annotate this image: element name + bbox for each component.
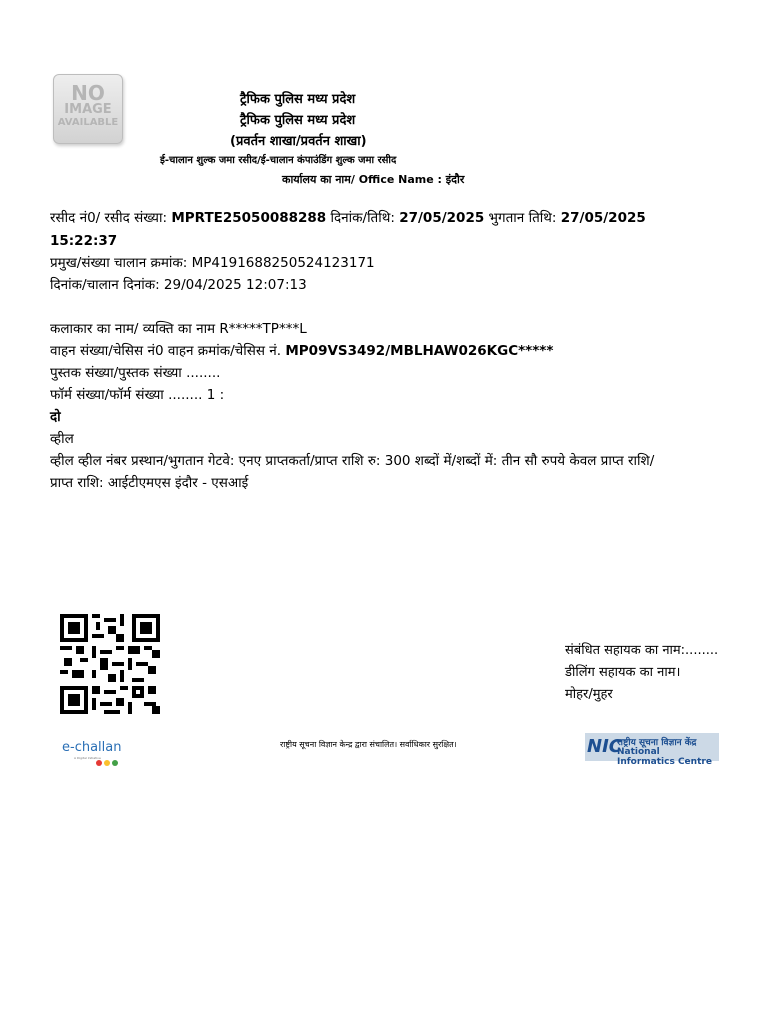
qr-code bbox=[60, 614, 160, 714]
green-dot-icon bbox=[112, 760, 118, 766]
book-number-line: पुस्तक संख्या/पुस्तक संख्या ........ bbox=[50, 365, 221, 381]
payment-time: 15:22:37 bbox=[50, 233, 118, 249]
date-value: 27/05/2025 bbox=[399, 210, 485, 226]
person-name-line: कलाकार का नाम/ व्यक्ति का नाम R*****TP***L bbox=[50, 321, 307, 337]
receipt-line bbox=[50, 207, 730, 229]
nic-logo bbox=[585, 733, 719, 767]
office-name-line bbox=[282, 172, 502, 187]
red-dot-icon bbox=[96, 760, 102, 766]
receipt-number: MPRTE25050088288 bbox=[171, 210, 327, 226]
nic-logo-text: NIC bbox=[587, 736, 622, 757]
payment-date-label: भुगतान तिथि: bbox=[484, 210, 561, 226]
concerned-assistant-name: संबंधित सहायक का नाम:........ bbox=[565, 643, 719, 658]
signature-block bbox=[565, 640, 718, 706]
vehicle-value: MP09VS3492/MBLHAW026KGC***** bbox=[285, 343, 554, 359]
payment-date-value: 27/05/2025 bbox=[560, 210, 646, 226]
challan-number-line: प्रमुख/संख्या चालान क्रमांक: MP4191688250524123171 bbox=[50, 255, 375, 271]
footer-copyright: राष्ट्रीय सूचना विज्ञान केन्द्र द्वारा संचालित। सर्वाधिकार सुरक्षित। bbox=[280, 740, 457, 749]
echallan-tagline: A Digital Initiative bbox=[74, 756, 101, 760]
wheel-label: व्हील bbox=[50, 431, 74, 447]
challan-date-line: दिनांक/चालान दिनांक: 29/04/2025 12:07:13 bbox=[50, 277, 307, 293]
echallan-logo-text: e-challan bbox=[62, 740, 122, 755]
yellow-dot-icon bbox=[104, 760, 110, 766]
no-image-text-bottom: AVAILABLE bbox=[57, 117, 119, 128]
dealing-assistant-name: डीलिंग सहायक का नाम। bbox=[565, 665, 681, 680]
header-title-2: ट्रैफिक पुलिस मध्य प्रदेश bbox=[240, 113, 356, 128]
header-title-1: ट्रैफिक पुलिस मध्य प्रदेश bbox=[240, 92, 356, 107]
payment-line-1: व्हील व्हील नंबर प्रस्थान/भुगतान गेटवे: एनए प्राप्तकर्ता/प्राप्त राशि रु: 300 शब्दों में/शब्दों में: तीन सौ रुपये केवल प्राप्त राशि/ bbox=[50, 453, 655, 469]
date-label: दिनांक/तिथि: bbox=[326, 210, 400, 226]
nic-english-name: National Informatics Centre bbox=[617, 747, 712, 767]
seal-label: मोहर/मुहर bbox=[565, 687, 613, 702]
receipt-label: रसीद नं0/ रसीद संख्या: bbox=[50, 210, 172, 226]
payment-line-2: प्राप्त राशि: आईटीएमएस इंदौर - एसआई bbox=[50, 475, 249, 491]
header-subtitle: ई-चालान शुल्क जमा रसीद/ई-चालान कंपाउंडिंग शुल्क जमा रसीद bbox=[160, 155, 397, 166]
wheels-count: दो bbox=[50, 409, 61, 425]
nic-hindi-name: राष्ट्रीय सूचना विज्ञान केंद्र bbox=[617, 738, 697, 748]
office-name: इंदौर bbox=[445, 173, 465, 186]
header-title-3: (प्रवर्तन शाखा/प्रवर्तन शाखा) bbox=[230, 134, 367, 149]
no-image-text-mid: IMAGE bbox=[64, 102, 112, 117]
no-image-placeholder bbox=[53, 74, 123, 144]
no-image-text-top: NO bbox=[71, 81, 105, 105]
echallan-logo bbox=[60, 732, 130, 770]
office-label: कार्यालय का नाम/ Office Name : bbox=[282, 173, 446, 186]
vehicle-label: वाहन संख्या/चेसिस नं0 वाहन क्रमांक/चेसिस नं. bbox=[50, 343, 286, 359]
vehicle-line bbox=[50, 340, 730, 362]
form-number-line: फॉर्म संख्या/फॉर्म संख्या ........ 1 : bbox=[50, 387, 225, 403]
